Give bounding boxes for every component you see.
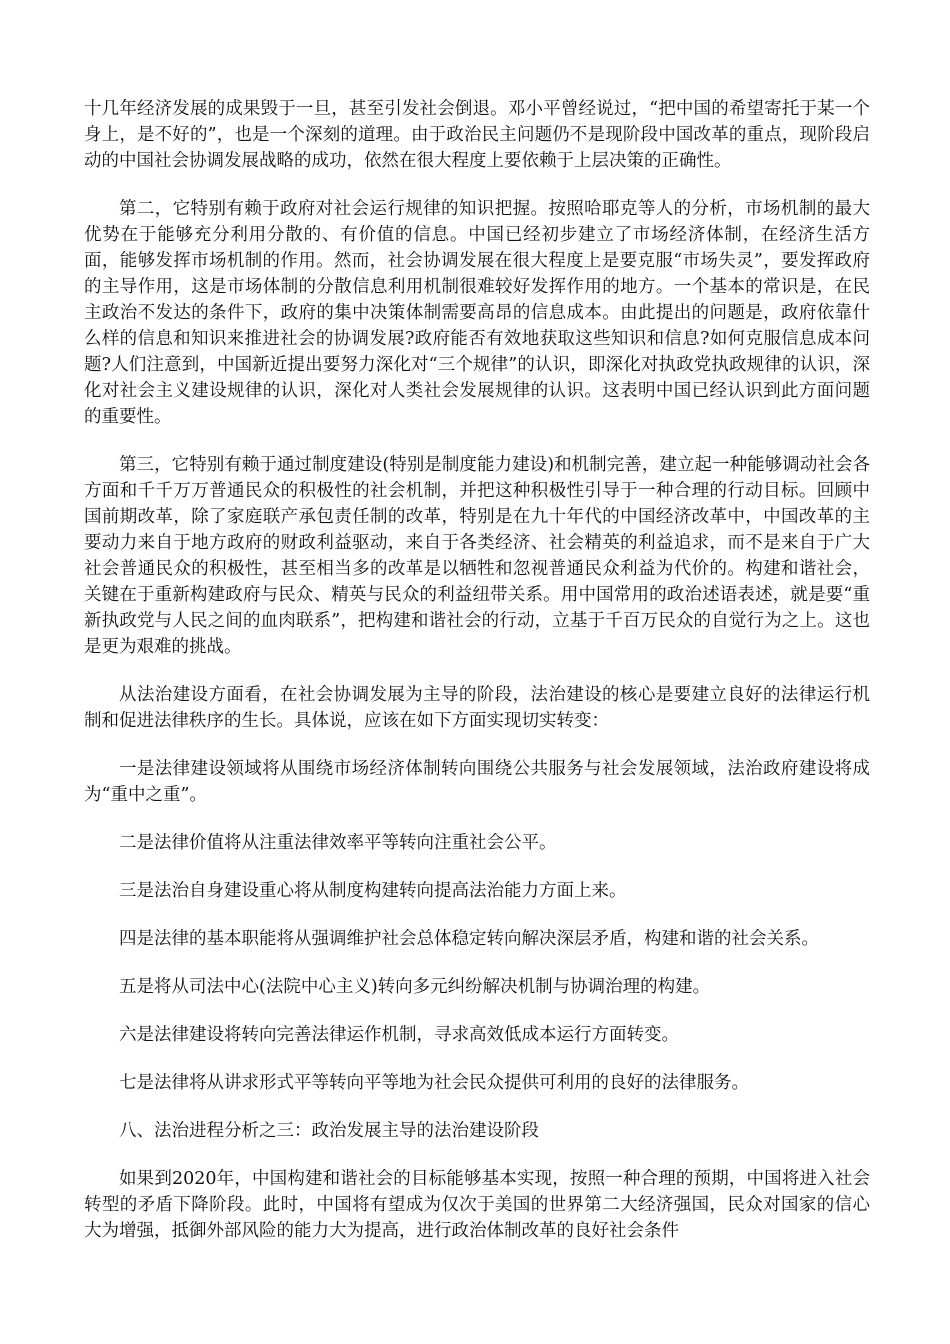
section-heading: 八、法治进程分析之三：政治发展主导的法治建设阶段 <box>119 1121 539 1141</box>
paragraph-second-point: 第二，它特别有赖于政府对社会运行规律的知识把握。按照哈耶克等人的分析，市场机制的最大优势在于能够充分利用分散的、有价值的信息。中国已经初步建立了市场经济体制，在经济生活方面，能够发挥市场机制的作用。然而，社会协调发展在很大程度上是要克服“市场失灵”，要发挥政府的主导作用，这是市场体制的分散信息利用机制很难较好发挥作用的地方。一个基本的常识是，在民主政治不发达的条件下，政府的集中决策体制需要高昂的信息成本。由此提出的问题是，政府依靠什么样的信息和知识来推进社会的协调发展?政府能否有效地获取这些知识和信息?如何克服信息成本问题?人们注意到，中国新近提出要努力深化对“三个规律”的认识，即深化对执政党执政规律的认识，深化对社会主义建设规律的认识，深化对人类社会发展规律的认识。这表明中国已经认识到此方面问题的重要性。 <box>84 199 870 427</box>
list-item-six: 六是法律建设将转向完善法律运作机制，寻求高效低成本运行方面转变。 <box>119 1025 679 1045</box>
list-item-seven: 七是法律将从讲求形式平等转向平等地为社会民众提供可利用的良好的法律服务。 <box>119 1073 749 1093</box>
paragraph-third-point: 第三，它特别有赖于通过制度建设(特别是制度能力建设)和机制完善，建立起一种能够调动社会各方面和千千万万普通民众的积极性的社会机制，并把这种积极性引导于一种合理的行动目标。回顾中国前期改革，除了家庭联产承包责任制的改革，特别是在九十年代的中国经济改革中，中国改革的主要动力来自于地方政府的财政利益驱动，来自于各类经济、社会精英的利益追求，而不是来自于广大社会普通民众的积极性，甚至相当多的改革是以牺牲和忽视普通民众利益为代价的。构建和谐社会，关键在于重新构建政府与民众、精英与民众的利益纽带关系。用中国常用的政治述语表述，就是要“重新执政党与人民之间的血肉联系”，把构建和谐社会的行动，立基于千百万民众的自觉行为之上。这也是更为艰难的挑战。 <box>84 455 870 657</box>
paragraph-continuation: 十几年经济发展的成果毁于一旦，甚至引发社会倒退。邓小平曾经说过，“把中国的希望寄托于某一个身上，是不好的”，也是一个深刻的道理。由于政治民主问题仍不是现阶段中国改革的重点，现阶段启动的中国社会协调发展战略的成功，依然在很大程度上要依赖于上层决策的正确性。 <box>84 99 870 171</box>
document-page <box>84 96 870 1266</box>
list-item-four: 四是法律的基本职能将从强调维护社会总体稳定转向解决深层矛盾，构建和谐的社会关系。 <box>119 929 819 949</box>
list-item-one: 一是法律建设领域将从围绕市场经济体制转向围绕公共服务与社会发展领域，法治政府建设将成为“重中之重”。 <box>84 759 870 805</box>
paragraph-rule-of-law-intro: 从法治建设方面看，在社会协调发展为主导的阶段，法治建设的核心是要建立良好的法律运行机制和促进法律秩序的生长。具体说，应该在如下方面实现切实转变： <box>84 685 870 731</box>
list-item-two: 二是法律价值将从注重法律效率平等转向注重社会公平。 <box>119 833 557 853</box>
paragraph-political-development: 如果到2020年，中国构建和谐社会的目标能够基本实现，按照一种合理的预期，中国将进入社会转型的矛盾下降阶段。此时，中国将有望成为仅次于美国的世界第二大经济强国，民众对国家的信心大为增强，抵御外部风险的能力大为提高，进行政治体制改革的良好社会条件 <box>84 1169 870 1241</box>
list-item-five: 五是将从司法中心(法院中心主义)转向多元纠纷解决机制与协调治理的构建。 <box>119 977 711 997</box>
list-item-three: 三是法治自身建设重心将从制度构建转向提高法治能力方面上来。 <box>119 881 627 901</box>
